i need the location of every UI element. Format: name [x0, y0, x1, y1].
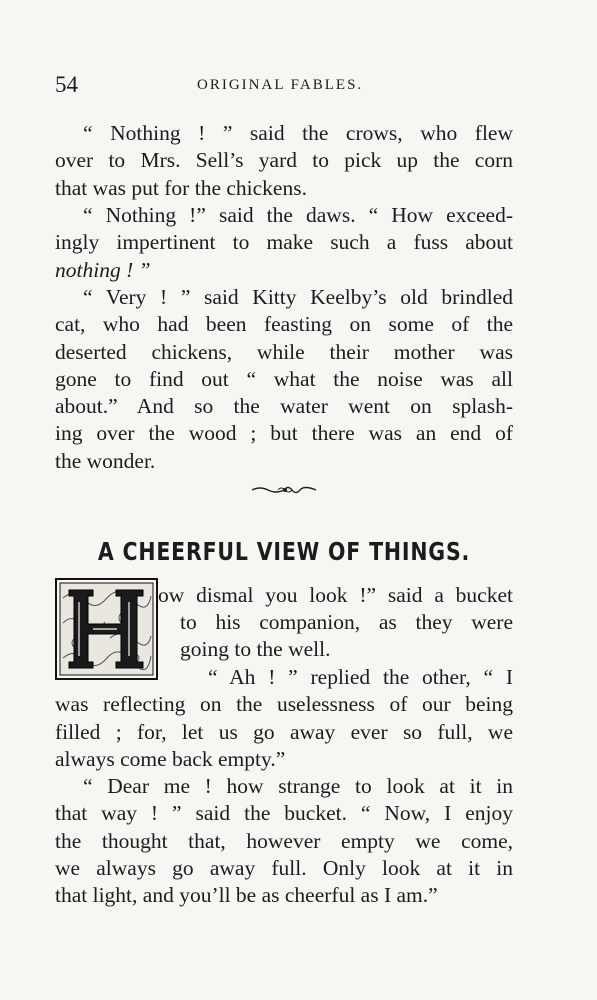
paragraph-cat [55, 284, 513, 475]
text-line: was reflecting on the uselessness of our being [55, 692, 513, 717]
text-line: “ Ah ! ” replied the other, “ I [208, 665, 513, 689]
text-line: going to the well. [180, 637, 331, 662]
text-line: to his companion, as they were [180, 610, 513, 634]
text-line: deserted chickens, while their mother was [55, 339, 513, 364]
page-header [55, 72, 515, 102]
dropcap-side-lines [180, 609, 513, 664]
text-line: the thought that, however empty we come, [55, 828, 513, 853]
text-line: about.” And so the water went on splash- [55, 394, 513, 419]
text-line: that light, and you’ll be as cheerful as I am.” [55, 883, 438, 908]
text-line-dropcap-1 [158, 582, 513, 609]
text-line-italic: nothing ! ” [55, 257, 151, 282]
page-number: 54 [55, 72, 78, 97]
text-line: always come back empty.” [55, 746, 286, 771]
text-line: “ Dear me ! how strange to look at it in [83, 774, 513, 798]
text-line: ingly impertinent to make such a fuss about [55, 230, 513, 255]
text-line: that was put for the chickens. [55, 175, 307, 200]
divider-ornament [250, 482, 320, 498]
text-line: cat, who had been feasting on some of the [55, 312, 513, 337]
text-line: “ Very ! ” said Kitty Keelby’s old brindled [83, 285, 513, 309]
text-line: over to Mrs. Sell’s yard to pick up the corn [55, 148, 513, 173]
text-line: gone to find out “ what the noise was all [55, 366, 513, 391]
text-line: we always go away full. Only look at it in [55, 855, 513, 880]
text-line: ow dismal you look !” said a bucket [158, 583, 513, 607]
paragraph-reply [55, 664, 513, 773]
paragraph-bucket [55, 773, 513, 909]
paragraph-daws [55, 202, 513, 284]
section-title: A CHEERFUL VIEW OF THINGS. [97, 537, 471, 566]
text-line: ing over the wood ; but there was an end of [55, 421, 513, 446]
paragraph-crows [55, 120, 513, 202]
text-line: the wonder. [55, 448, 156, 473]
text-line: “ Nothing ! ” said the crows, who flew [83, 121, 513, 145]
text-line: “ Nothing !” said the daws. “ How exceed- [83, 203, 513, 227]
text-line: filled ; for, let us go away ever so full, we [55, 719, 513, 744]
running-head: ORIGINAL FABLES. [197, 77, 364, 93]
text-line: that way ! ” said the bucket. “ Now, I enjoy [55, 801, 513, 826]
